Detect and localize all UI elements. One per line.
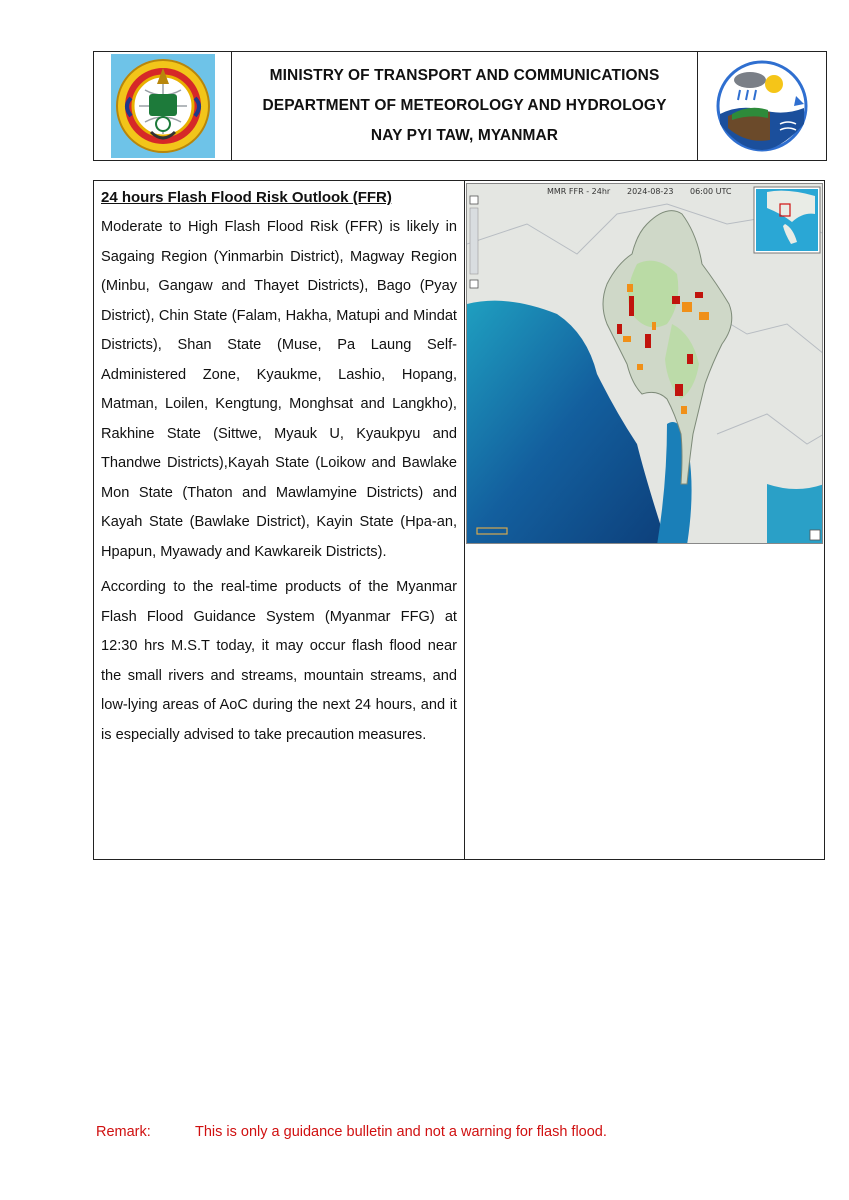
remark-label: Remark: <box>96 1124 151 1140</box>
outlook-text-cell <box>94 181 465 859</box>
outlook-table <box>93 180 825 860</box>
ffg-advisory-paragraph: According to the real-time products of the Myanmar Flash Flood Guidance System (Myanmar FFG) at 12:30 hrs M.S.T today, it may occur flash flood near the small rivers and streams, mountain streams, and low-lying areas of AoC during the next 24 hours, and it is especially advised to take precaution measures. <box>101 579 457 743</box>
ministry-title: MINISTRY OF TRANSPORT AND COMMUNICATIONS <box>269 67 660 84</box>
risk-areas-paragraph: Moderate to High Flash Flood Risk (FFR) is likely in Sagaing Region (Yinmarbin District), Magway Region (Minbu, Gangaw and Thayet Districts), Bago (Pyay District), Chin State (Falam, Hakha, Matupi and Mindat Districts), Shan State (Muse, Pa Laung Self-Administered Zone, Kyaukme, Lashio, Hopang, Matman, Loilen, Kengtung, Monghsat and Langkho), Rakhine State (Sittwe, Myauk U, Kyaukpyu and Thandwe Districts),Kayah State (Loikow and Bawlake Mon State (Thaton and Mawlamyine Districts) and Kayah State (Bawlake District), Kayin State (Hpa-an, Hpapun, Myawady and Kawkareik Districts). <box>101 219 457 560</box>
right-logo-cell <box>698 52 826 160</box>
dmh-emblem-icon <box>111 54 215 158</box>
water-cycle-logo-icon <box>710 54 814 158</box>
ffr-map-image <box>467 184 823 544</box>
outlook-map-cell <box>465 181 824 859</box>
header-title-block <box>232 52 698 160</box>
bulletin-header <box>93 51 827 161</box>
department-title: DEPARTMENT OF METEOROLOGY AND HYDROLOGY <box>262 97 667 114</box>
outlook-title: 24 hours Flash Flood Risk Outlook (FFR) <box>101 189 392 206</box>
ffr-map <box>466 183 823 544</box>
left-logo-cell <box>94 52 232 160</box>
location-title: NAY PYI TAW, MYANMAR <box>370 127 559 144</box>
remark-text: This is only a guidance bulletin and not a warning for flash flood. <box>195 1124 607 1140</box>
map-product-label: MMR FFR - 24hr <box>547 187 611 196</box>
map-date-label: 2024-08-23 <box>627 187 674 196</box>
map-time-label: 06:00 UTC <box>690 187 732 196</box>
